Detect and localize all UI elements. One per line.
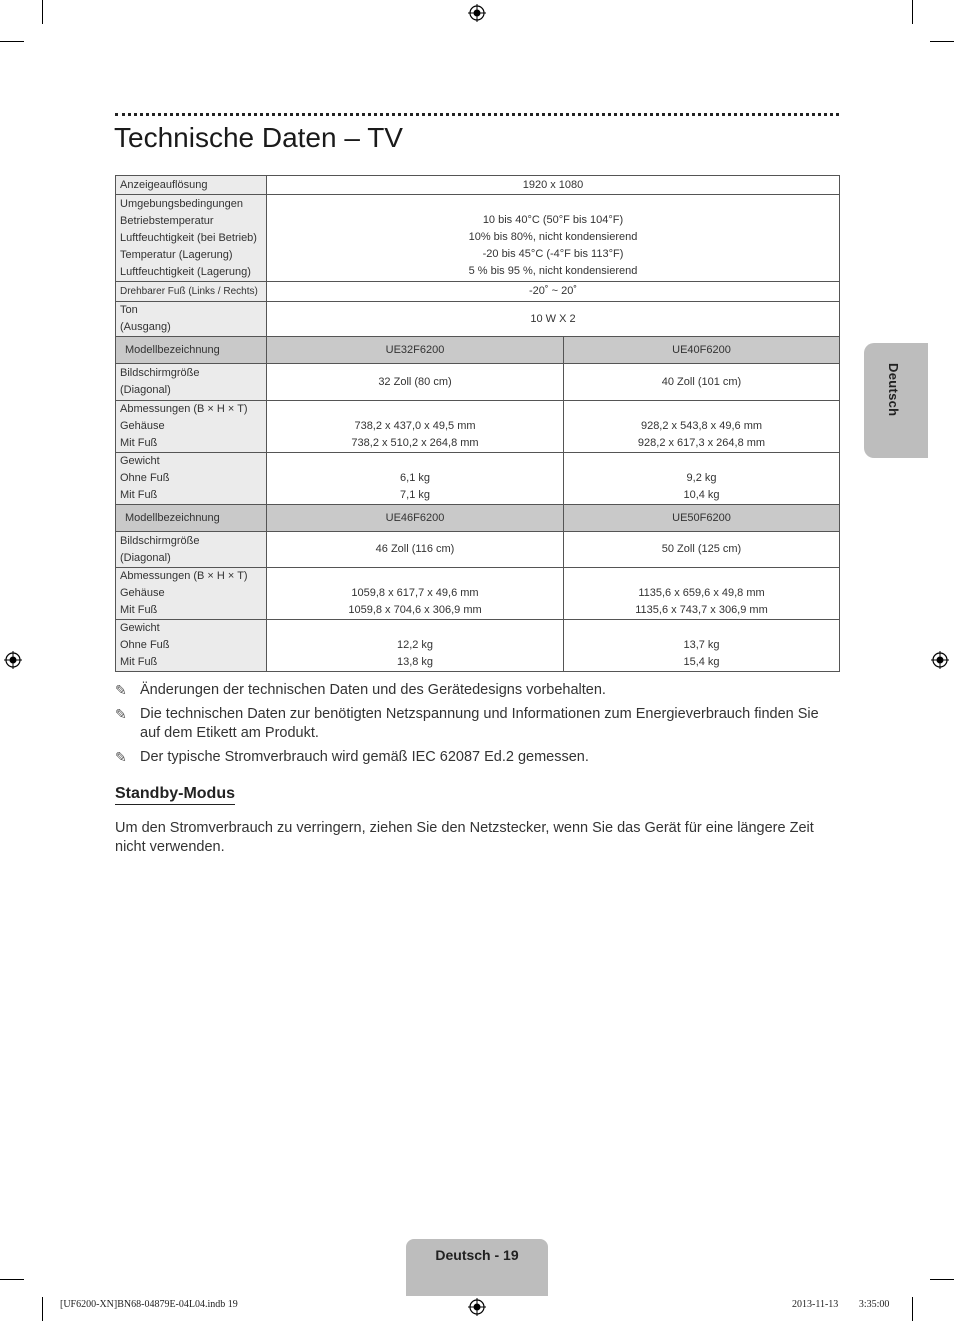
spec-value-line: 12,2 kg (396, 638, 434, 651)
spec-label (116, 532, 267, 568)
spec-value-line: 15,4 kg (683, 655, 720, 668)
spec-label-line: Mit Fuß (120, 656, 158, 668)
spec-label-line: Bildschirmgröße (120, 534, 200, 547)
spec-value-line: 1059,8 x 704,6 x 306,9 mm (348, 603, 482, 616)
spec-label-line: Abmessungen (B × H × T) (120, 403, 248, 415)
spec-value (564, 401, 840, 453)
table-row (116, 532, 840, 568)
registration-mark-icon (931, 651, 949, 669)
spec-label (116, 568, 267, 620)
spec-table (115, 175, 840, 672)
table-row (116, 620, 840, 672)
crop-mark (912, 1297, 913, 1321)
standby-heading: Standby-Modus (115, 785, 235, 805)
table-row (116, 176, 840, 195)
spec-value (267, 401, 564, 453)
note-text: Änderungen der technischen Daten und des Gerätedesigns vorbehalten. (140, 682, 606, 698)
spec-label-line: Ton (120, 304, 138, 316)
spec-value-line: 738,2 x 510,2 x 264,8 mm (351, 436, 479, 449)
spec-value-line: 9,2 kg (686, 471, 717, 484)
table-row (116, 568, 840, 620)
pencil-note-icon: ✎ (115, 682, 127, 698)
language-side-tab-label: Deutsch (886, 363, 901, 417)
spec-label-line: Luftfeuchtigkeit (bei Betrieb) (120, 231, 257, 244)
registration-mark-icon (468, 4, 486, 22)
spec-value-line: 1135,6 x 743,7 x 306,9 mm (635, 603, 768, 616)
spec-value-line: 928,2 x 543,8 x 49,6 mm (640, 419, 763, 432)
spec-value (564, 453, 840, 505)
spec-label-line: Gewicht (120, 455, 160, 467)
registration-mark-icon (468, 1298, 486, 1316)
spec-label-line: (Diagonal) (120, 551, 171, 564)
page-number-tab (406, 1239, 548, 1296)
spec-value: 10 W X 2 (267, 302, 840, 337)
table-row (116, 364, 840, 401)
spec-value (267, 568, 564, 620)
pencil-note-icon: ✎ (115, 749, 127, 765)
spec-value: 50 Zoll (125 cm) (564, 532, 840, 568)
spec-value-line: 738,2 x 437,0 x 49,5 mm (354, 419, 476, 432)
spec-label-line: Umgebungsbedingungen (120, 197, 243, 210)
spec-value-line: 10,4 kg (683, 488, 720, 501)
spec-value-line: 928,2 x 617,3 x 264,8 mm (637, 436, 766, 449)
spec-value: 1920 x 1080 (267, 176, 840, 195)
crop-mark (42, 1297, 43, 1321)
spec-label-line: Betriebstemperatur (120, 214, 214, 227)
spec-label-line: Mit Fuß (120, 437, 158, 449)
spec-label (116, 195, 267, 282)
spec-label (116, 453, 267, 505)
spec-label-line: Luftfeuchtigkeit (Lagerung) (120, 265, 251, 278)
crop-mark (912, 0, 913, 24)
page-title: Technische Daten – TV (114, 122, 403, 153)
table-row (116, 401, 840, 453)
spec-label (116, 401, 267, 453)
note-text: Die technischen Daten zur benötigten Netzspannung und Informationen zum Energieverbrauch finden Sie auf dem Etikett am Produkt. (140, 706, 819, 741)
model-label: Modellbezeichnung (116, 505, 267, 532)
spec-label-line: Ohne Fuß (120, 639, 170, 651)
notes-list (115, 681, 839, 772)
spec-value-line: 10% bis 80%, nicht kondensierend (468, 231, 638, 243)
table-row (116, 302, 840, 337)
spec-value-line: 13,7 kg (683, 638, 720, 651)
spec-value-line: 1059,8 x 617,7 x 49,6 mm (351, 586, 479, 599)
crop-mark (930, 41, 954, 42)
spec-label-line: (Diagonal) (120, 384, 171, 396)
spec-label-line: Gehäuse (120, 420, 165, 432)
spec-label-line: Mit Fuß (120, 604, 158, 616)
crop-mark (0, 1279, 24, 1280)
crop-mark (930, 1279, 954, 1280)
note-item (115, 748, 839, 767)
table-row (116, 282, 840, 302)
table-row (116, 453, 840, 505)
page-number-label: Deutsch - 19 (435, 1247, 519, 1263)
note-item (115, 705, 839, 743)
spec-label (116, 620, 267, 672)
spec-label-line: (Ausgang) (120, 321, 171, 333)
spec-value (267, 453, 564, 505)
spec-value-line: 7,1 kg (400, 488, 430, 501)
spec-label-line: Abmessungen (B × H × T) (120, 570, 248, 582)
model-name: UE50F6200 (564, 505, 840, 532)
pencil-note-icon: ✎ (115, 706, 127, 722)
registration-mark-icon (4, 651, 22, 669)
spec-value (267, 195, 840, 282)
model-label: Modellbezeichnung (116, 337, 267, 364)
spec-value: 46 Zoll (116 cm) (267, 532, 564, 568)
title-divider (115, 113, 839, 116)
spec-value-line: 13,8 kg (396, 655, 434, 668)
spec-value (564, 568, 840, 620)
print-footer-left: [UF6200-XN]BN68-04879E-04L04.indb 19 (60, 1299, 238, 1310)
spec-label-line: Gehäuse (120, 587, 165, 599)
spec-value-line: 5 % bis 95 %, nicht kondensierend (468, 265, 638, 277)
spec-value: -20˚ ~ 20˚ (267, 282, 840, 302)
model-header-row (116, 505, 840, 532)
spec-label: Drehbarer Fuß (Links / Rechts) (116, 282, 267, 302)
table-row (116, 195, 840, 282)
spec-label-line: Ohne Fuß (120, 472, 170, 484)
standby-text: Um den Stromverbrauch zu verringern, ziehen Sie den Netzstecker, wenn Sie das Gerät für eine längere Zeit nicht verwenden. (115, 820, 814, 855)
spec-value (267, 620, 564, 672)
spec-value: 40 Zoll (101 cm) (564, 364, 840, 401)
print-footer-right: 2013-11-13 ￿￿ 3:35:00 (792, 1299, 890, 1310)
spec-value-line: 6,1 kg (400, 471, 430, 484)
spec-label-line: Gewicht (120, 622, 160, 634)
language-side-tab (864, 343, 928, 458)
crop-mark (0, 41, 24, 42)
note-text: Der typische Stromverbrauch wird gemäß IEC 62087 Ed.2 gemessen. (140, 749, 589, 765)
model-name: UE46F6200 (267, 505, 564, 532)
spec-label-line: Bildschirmgröße (120, 367, 200, 379)
spec-label: Anzeigeauflösung (116, 176, 267, 195)
model-name: UE32F6200 (267, 337, 564, 364)
spec-label-line: Mit Fuß (120, 489, 158, 501)
spec-value (564, 620, 840, 672)
spec-value: 32 Zoll (80 cm) (267, 364, 564, 401)
crop-mark (42, 0, 43, 24)
spec-value-line: 10 bis 40°C (50°F bis 104°F) (482, 214, 624, 226)
note-item (115, 681, 839, 700)
spec-label (116, 302, 267, 337)
model-header-row (116, 337, 840, 364)
spec-value-line: 1135,6 x 659,6 x 49,8 mm (638, 586, 765, 599)
model-name: UE40F6200 (564, 337, 840, 364)
spec-label-line: Temperatur (Lagerung) (120, 248, 233, 261)
spec-value-line: -20 bis 45°C (-4°F bis 113°F) (482, 248, 624, 260)
spec-label (116, 364, 267, 401)
